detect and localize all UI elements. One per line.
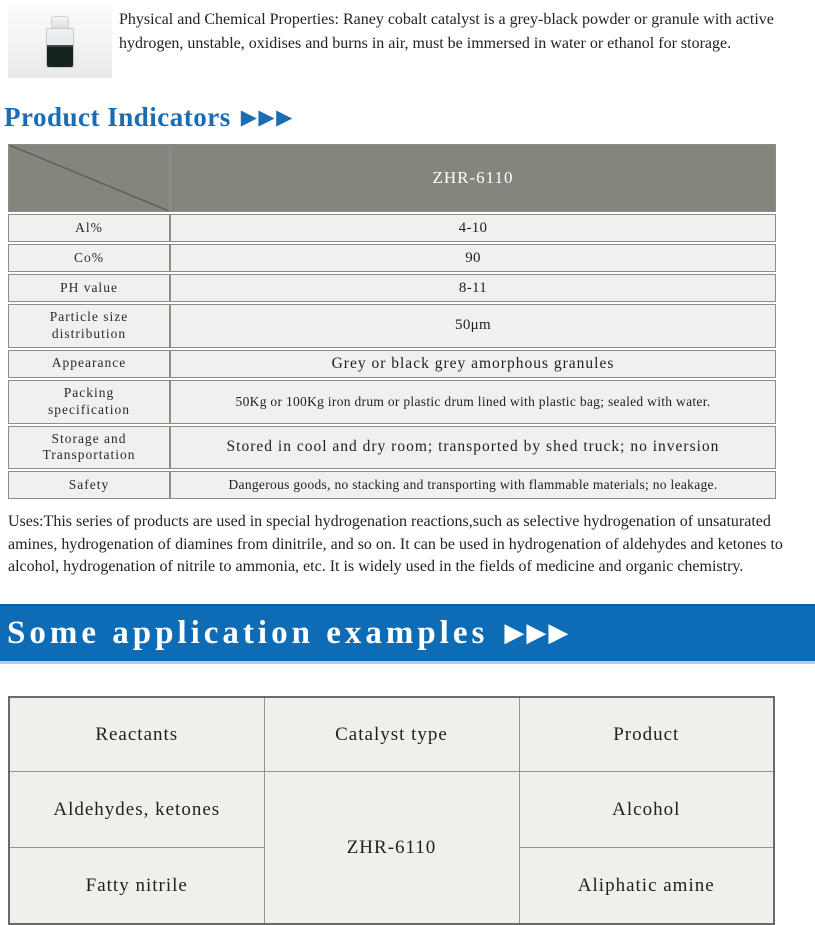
product-indicators-table xyxy=(8,142,776,501)
row-value: 8-11 xyxy=(170,274,776,302)
product-cell: Alcohol xyxy=(519,772,774,848)
applications-title: Some application examples xyxy=(7,614,489,651)
diagonal-line xyxy=(9,145,169,211)
table-row xyxy=(8,471,776,499)
arrow-right-icon: ▶ xyxy=(548,618,569,649)
table-row xyxy=(8,274,776,302)
row-label: Co% xyxy=(8,244,170,272)
product-indicators-title: Product Indicators xyxy=(4,101,231,132)
model-column-header: ZHR-6110 xyxy=(170,144,776,212)
applications-banner xyxy=(0,604,815,664)
table-row xyxy=(8,244,776,272)
arrow-right-icon: ▶ xyxy=(526,618,547,649)
arrow-right-icon: ▶ xyxy=(504,618,525,649)
reactant-cell: Aldehydes, ketones xyxy=(9,772,264,848)
row-value: 50Kg or 100Kg iron drum or plastic drum lined with plastic bag; sealed with water. xyxy=(170,380,776,424)
table-row xyxy=(9,772,774,848)
indicators-header-row xyxy=(8,144,776,212)
triple-arrow-icon xyxy=(240,104,293,129)
physical-properties-text: Physical and Chemical Properties: Raney cobalt catalyst is a grey-black powder or granule with active hydrogen, unstable, oxidises and burns in air, must be immersed in water or ethanol for storage. xyxy=(119,11,774,52)
column-header-catalyst-type: Catalyst type xyxy=(264,697,519,772)
applications-header-row xyxy=(9,697,774,772)
sample-vial-icon xyxy=(46,16,74,68)
table-row xyxy=(8,380,776,424)
application-examples-table xyxy=(8,696,775,925)
arrow-right-icon: ▶ xyxy=(258,104,276,129)
table-row xyxy=(8,426,776,470)
intro-section xyxy=(0,0,815,88)
row-label: PH value xyxy=(8,274,170,302)
row-value: 90 xyxy=(170,244,776,272)
row-value: 4-10 xyxy=(170,214,776,242)
row-label: Al% xyxy=(8,214,170,242)
table-row xyxy=(8,304,776,348)
uses-paragraph: Uses:This series of products are used in special hydrogenation reactions,such as selective hydrogenation of unsaturated amines, hydrogenation of diamines from dinitrile, and so on. It can be used in hydrogenation of aldehydes and ketones to alcohol, hydrogenation of nitrile to ammonia, etc. It is widely used in the fields of medicine and organic chemistry. xyxy=(8,513,783,576)
row-label: Appearance xyxy=(8,350,170,378)
row-label: Packing specification xyxy=(8,380,170,424)
product-indicators-heading xyxy=(4,100,815,134)
triple-arrow-icon xyxy=(504,618,569,649)
column-header-product: Product xyxy=(519,697,774,772)
diagonal-corner-cell xyxy=(8,144,170,212)
reactant-cell: Fatty nitrile xyxy=(9,848,264,924)
row-value: Grey or black grey amorphous granules xyxy=(170,350,776,378)
row-label: Storage and Transportation xyxy=(8,426,170,470)
table-row xyxy=(8,350,776,378)
arrow-right-icon: ▶ xyxy=(240,104,258,129)
arrow-right-icon: ▶ xyxy=(276,104,293,129)
column-header-reactants: Reactants xyxy=(9,697,264,772)
catalyst-sample-image xyxy=(8,4,112,78)
catalyst-cell: ZHR-6110 xyxy=(264,772,519,924)
row-value: Stored in cool and dry room; transported by shed truck; no inversion xyxy=(170,426,776,470)
row-label: Particle size distribution xyxy=(8,304,170,348)
row-label: Safety xyxy=(8,471,170,499)
product-cell: Aliphatic amine xyxy=(519,848,774,924)
row-value: 50μm xyxy=(170,304,776,348)
table-row xyxy=(8,214,776,242)
row-value: Dangerous goods, no stacking and transporting with flammable materials; no leakage. xyxy=(170,471,776,499)
